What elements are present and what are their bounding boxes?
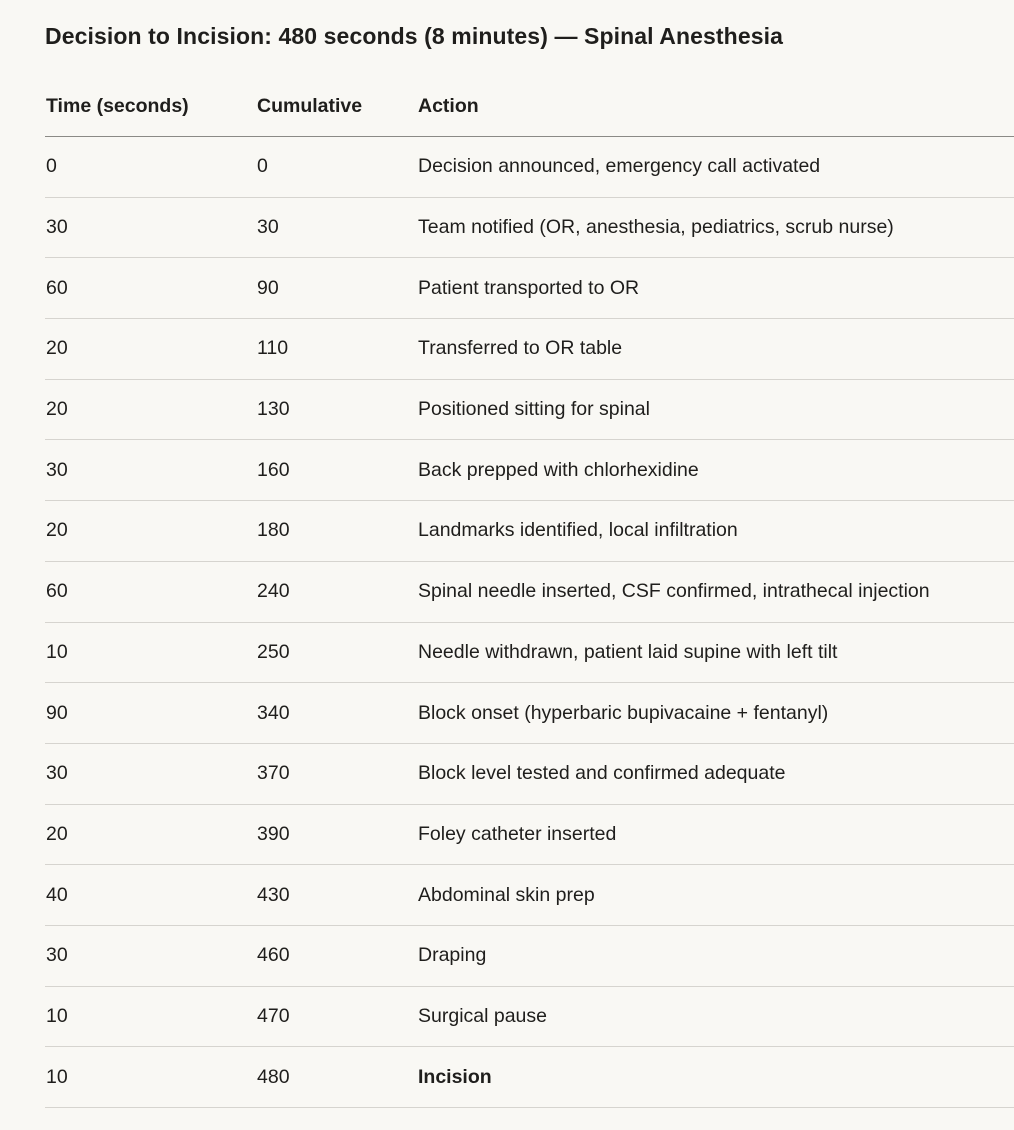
cell-cumulative: 470 — [256, 986, 417, 1047]
cell-action: Transferred to OR table — [417, 319, 1014, 380]
cell-action: Team notified (OR, anesthesia, pediatrics, scrub nurse) — [417, 197, 1014, 258]
cell-cumulative: 250 — [256, 622, 417, 683]
table-row — [45, 258, 1014, 319]
table-row — [45, 197, 1014, 258]
cell-time: 20 — [45, 379, 256, 440]
cell-action: Draping — [417, 925, 1014, 986]
cell-action: Block onset (hyperbaric bupivacaine + fentanyl) — [417, 683, 1014, 744]
cell-action: Spinal needle inserted, CSF confirmed, intrathecal injection — [417, 561, 1014, 622]
table-row — [45, 440, 1014, 501]
cell-action: Back prepped with chlorhexidine — [417, 440, 1014, 501]
table-row — [45, 743, 1014, 804]
cell-cumulative: 90 — [256, 258, 417, 319]
cell-time: 10 — [45, 1047, 256, 1108]
table-row — [45, 137, 1014, 198]
table-row — [45, 683, 1014, 744]
cell-time: 40 — [45, 865, 256, 926]
cell-action: Decision announced, emergency call activated — [417, 137, 1014, 198]
cell-action: Landmarks identified, local infiltration — [417, 501, 1014, 562]
cell-cumulative: 460 — [256, 925, 417, 986]
cell-cumulative: 480 — [256, 1047, 417, 1108]
table-row — [45, 561, 1014, 622]
table-body — [45, 137, 1014, 1108]
cell-cumulative: 130 — [256, 379, 417, 440]
cell-time: 20 — [45, 804, 256, 865]
cell-action: Surgical pause — [417, 986, 1014, 1047]
cell-cumulative: 370 — [256, 743, 417, 804]
cell-cumulative: 110 — [256, 319, 417, 380]
cell-time: 20 — [45, 319, 256, 380]
cell-cumulative: 0 — [256, 137, 417, 198]
table-row — [45, 319, 1014, 380]
cell-action: Needle withdrawn, patient laid supine with left tilt — [417, 622, 1014, 683]
table-row — [45, 379, 1014, 440]
cell-time: 60 — [45, 561, 256, 622]
table-row — [45, 804, 1014, 865]
header-row — [45, 77, 1014, 137]
cell-cumulative: 340 — [256, 683, 417, 744]
timeline-table — [45, 77, 1014, 1108]
cell-cumulative: 430 — [256, 865, 417, 926]
cell-time: 20 — [45, 501, 256, 562]
cell-time: 10 — [45, 622, 256, 683]
cell-action: Incision — [417, 1047, 1014, 1108]
cell-time: 60 — [45, 258, 256, 319]
table-header — [45, 77, 1014, 137]
cell-time: 30 — [45, 925, 256, 986]
table-row — [45, 925, 1014, 986]
cell-time: 30 — [45, 197, 256, 258]
cell-cumulative: 240 — [256, 561, 417, 622]
cell-time: 0 — [45, 137, 256, 198]
table-row — [45, 986, 1014, 1047]
cell-action: Block level tested and confirmed adequate — [417, 743, 1014, 804]
column-header-action: Action — [417, 77, 1014, 137]
cell-cumulative: 180 — [256, 501, 417, 562]
cell-action: Positioned sitting for spinal — [417, 379, 1014, 440]
cell-action: Abdominal skin prep — [417, 865, 1014, 926]
cell-time: 90 — [45, 683, 256, 744]
cell-time: 30 — [45, 743, 256, 804]
cell-cumulative: 390 — [256, 804, 417, 865]
cell-action: Patient transported to OR — [417, 258, 1014, 319]
cell-action: Foley catheter inserted — [417, 804, 1014, 865]
column-header-cumulative: Cumulative — [256, 77, 417, 137]
table-row — [45, 1047, 1014, 1108]
column-header-time: Time (seconds) — [45, 77, 256, 137]
cell-cumulative: 160 — [256, 440, 417, 501]
table-row — [45, 501, 1014, 562]
cell-time: 30 — [45, 440, 256, 501]
table-row — [45, 865, 1014, 926]
table-row — [45, 622, 1014, 683]
cell-cumulative: 30 — [256, 197, 417, 258]
page-title: Decision to Incision: 480 seconds (8 minutes) — Spinal Anesthesia — [45, 23, 783, 49]
cell-time: 10 — [45, 986, 256, 1047]
